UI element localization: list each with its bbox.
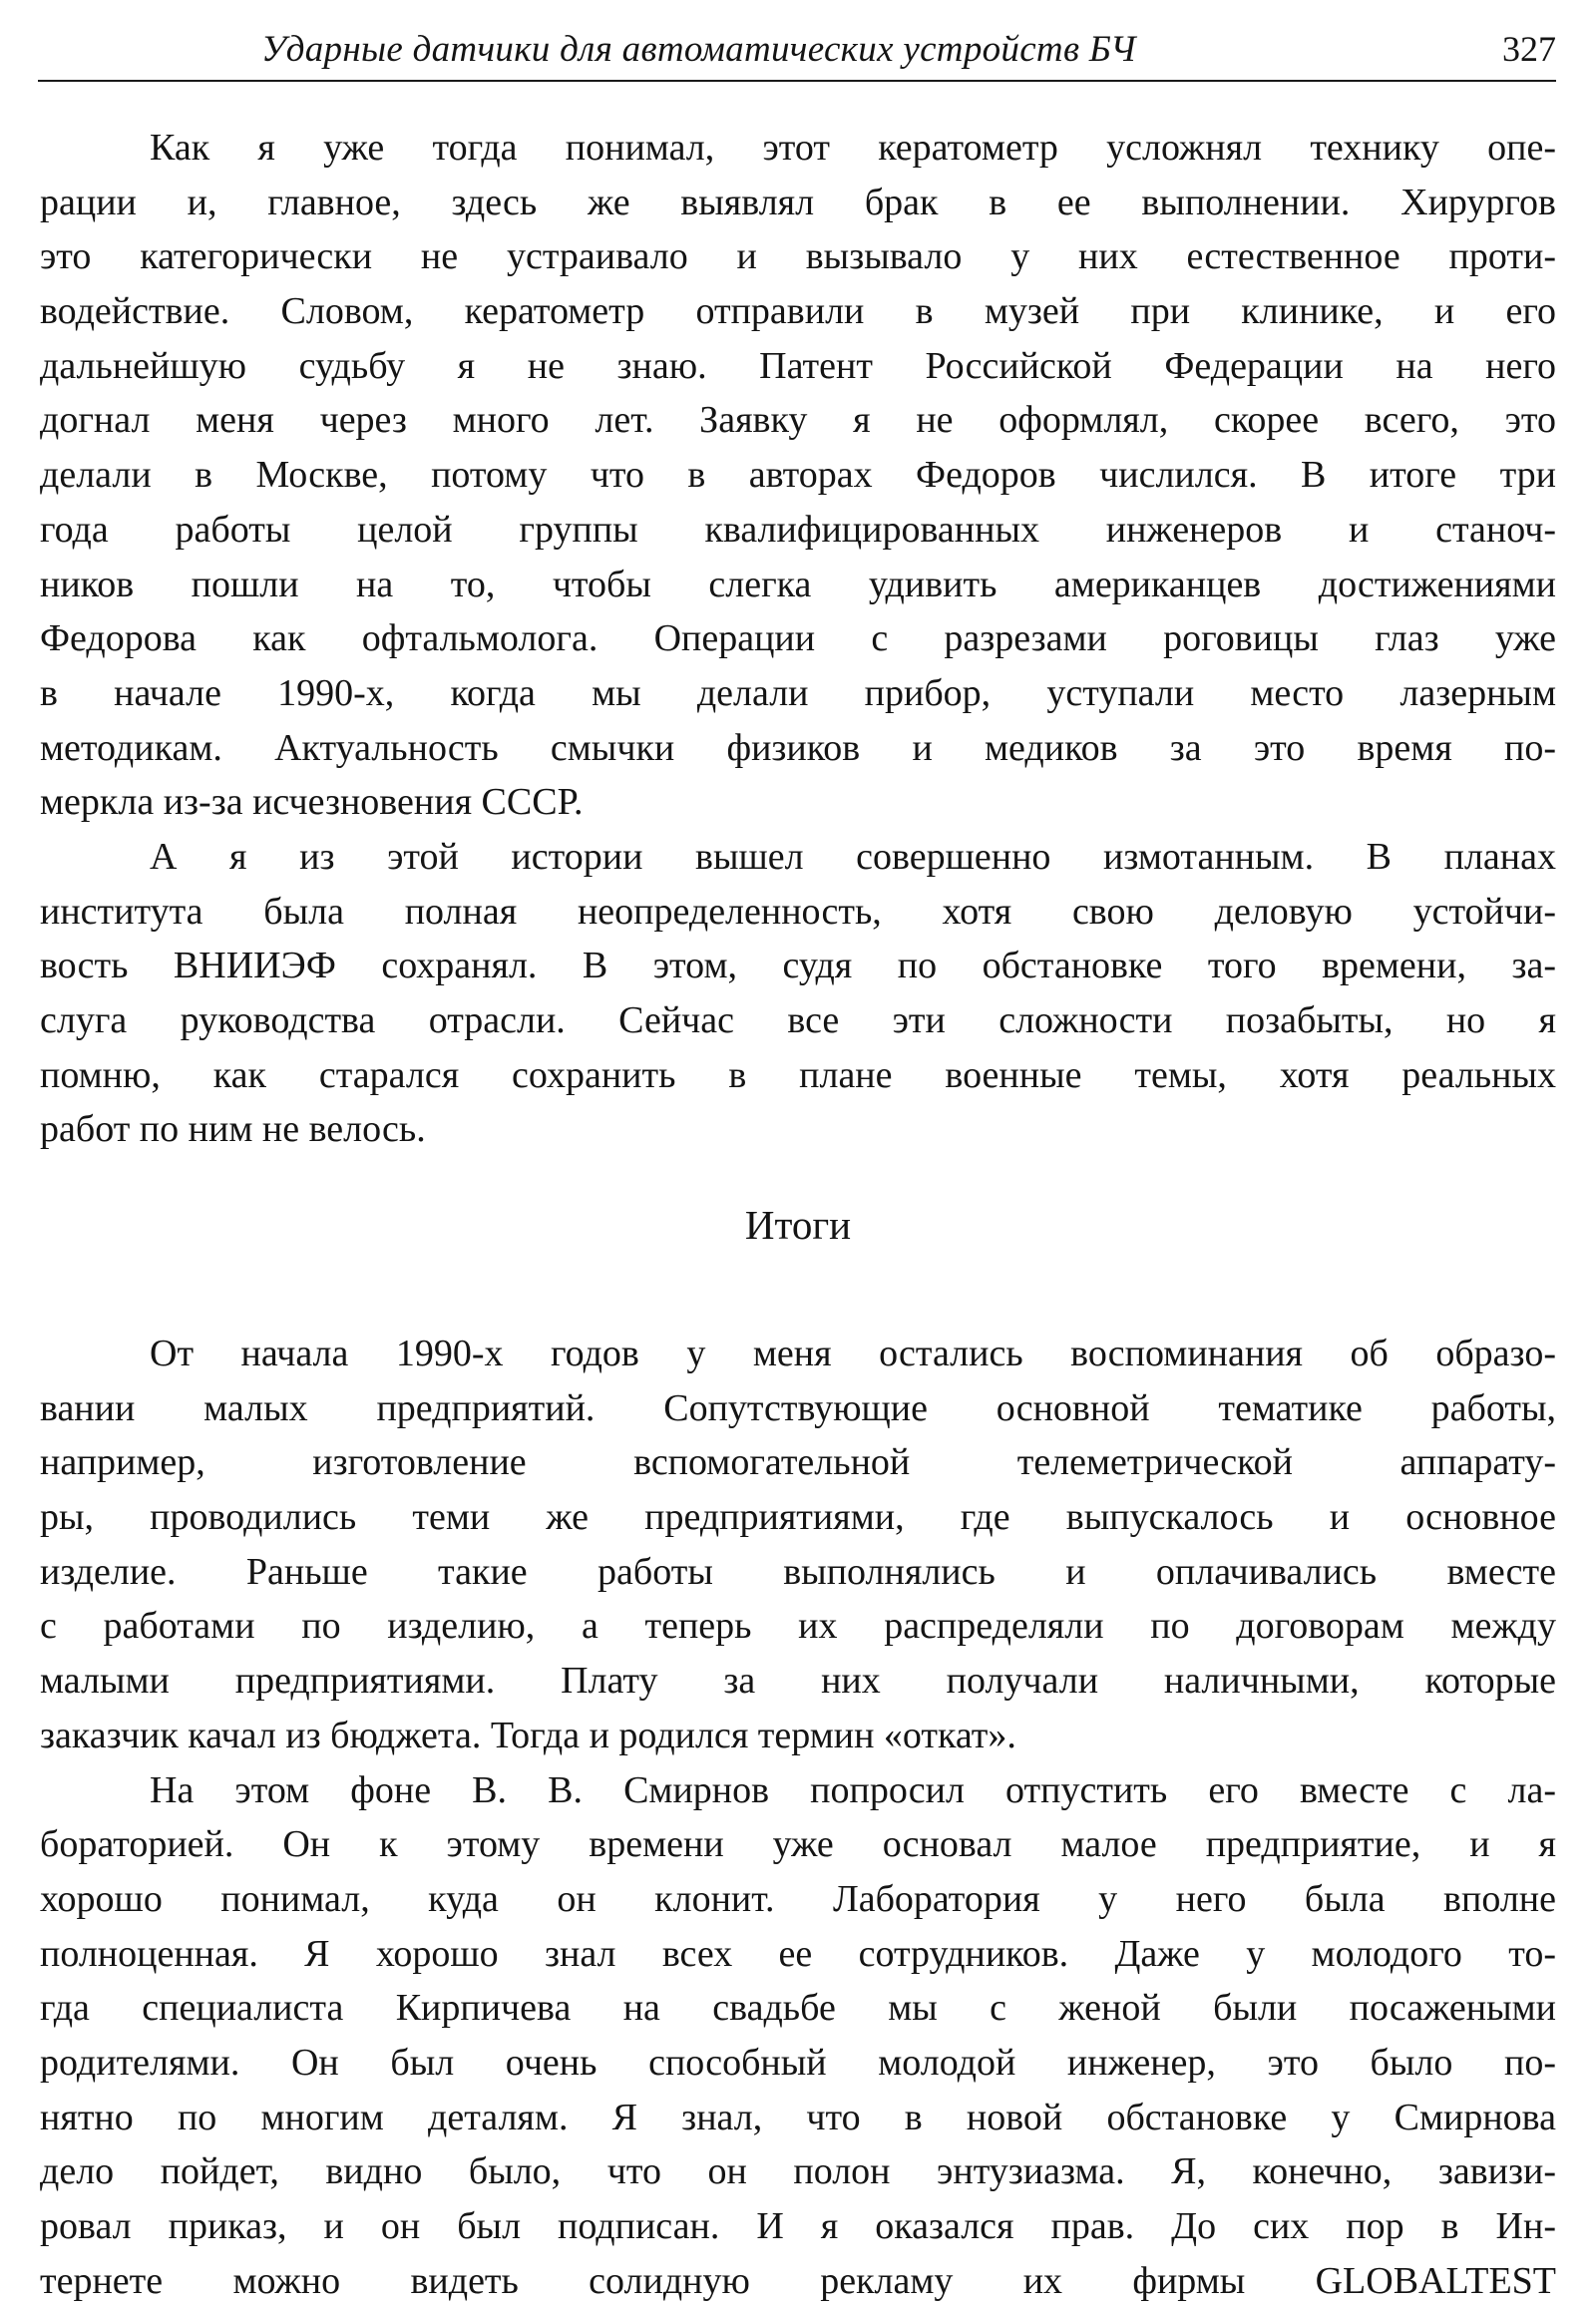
text-line: догнал меня через много лет. Заявку я не оформлял, скорее всего, это: [40, 399, 1556, 442]
text-line: От начала 1990-х годов у меня остались воспоминания об образо-: [150, 1333, 1556, 1374]
text-line: вании малых предприятий. Сопутствующие основной тематике работы,: [40, 1386, 1556, 1429]
text-line: института была полная неопределенность, хотя свою деловую устойчи-: [40, 890, 1556, 933]
text-line: ников пошли на то, чтобы слегка удивить американцев достижениями: [40, 563, 1556, 605]
text-line: Федорова как офтальмолога. Операции с разрезами роговицы глаз уже: [40, 617, 1556, 660]
text-line: полноценная. Я хорошо знал всех ее сотрудников. Даже у молодого то-: [40, 1932, 1556, 1975]
text-block-keratometer: [40, 121, 1556, 1157]
text-line: заказчик качал из бюджета. Тогда и родился термин «откат».: [40, 1714, 1016, 1756]
text-line: дальнейшую судьбу я не знаю. Патент Российской Федерации на него: [40, 344, 1556, 387]
text-line: рации и, главное, здесь же выявлял брак в ее выполнении. Хирургов: [40, 181, 1556, 223]
text-line: делали в Москве, потому что в авторах Федоров числился. В итоге три: [40, 454, 1556, 497]
text-line: нятно по многим деталям. Я знал, что в новой обстановке у Смирнова: [40, 2096, 1556, 2138]
text-line: На этом фоне В. В. Смирнов попросил отпустить его вместе с ла-: [150, 1768, 1556, 1811]
text-line: слуга руководства отрасли. Сейчас все эти сложности позабыты, но я: [40, 999, 1556, 1041]
text-line: Как я уже тогда понимал, этот кератометр усложнял технику опе-: [150, 127, 1556, 169]
running-title: Ударные датчики для автоматических устройств БЧ: [261, 29, 1136, 70]
text-line: в начале 1990-х, когда мы делали прибор, уступали место лазерным: [40, 671, 1556, 714]
text-line: родителями. Он был очень способный молодой инженер, это было по-: [40, 2041, 1556, 2084]
text-line: вость ВНИИЭФ сохранял. В этом, судя по обстановке того времени, за-: [40, 945, 1556, 987]
text-line: дело пойдет, видно было, что он полон энтузиазма. Я, конечно, завизи-: [40, 2150, 1556, 2193]
text-block-summary: [40, 1327, 1556, 2308]
text-line: методикам. Актуальность смычки физиков и медиков за это время по-: [40, 726, 1556, 769]
text-line: например, изготовление вспомогательной телеметрической аппарату-: [40, 1441, 1556, 1484]
text-line: хорошо понимал, куда он клонит. Лаборатория у него была вполне: [40, 1877, 1556, 1920]
text-line: с работами по изделию, а теперь их распределяли по договорам между: [40, 1605, 1556, 1648]
text-line: бораторией. Он к этому времени уже основал малое предприятие, и я: [40, 1823, 1556, 1866]
page-number: 327: [1502, 29, 1556, 69]
text-line: водействие. Словом, кератометр отправили в музей при клинике, и его: [40, 290, 1556, 333]
header-rule: [38, 80, 1556, 82]
text-line: изделие. Раньше такие работы выполнялись и оплачивались вместе: [40, 1550, 1556, 1593]
text-line: малыми предприятиями. Плату за них получали наличными, которые: [40, 1660, 1556, 1703]
text-line: гда специалиста Кирпичева на свадьбе мы с женой были посажеными: [40, 1987, 1556, 2030]
text-line: А я из этой истории вышел совершенно измотанным. В планах: [150, 835, 1556, 878]
running-head: [40, 22, 1556, 76]
text-line: работ по ним не велось.: [40, 1108, 426, 1151]
text-line: ровал приказ, и он был подписан. И я оказался прав. До сих пор в Ин-: [40, 2205, 1556, 2247]
text-line: помню, как старался сохранить в плане военные темы, хотя реальных: [40, 1053, 1556, 1096]
text-line: тернете можно видеть солидную рекламу их фирмы GLOBALTEST: [40, 2259, 1556, 2302]
section-heading: Итоги: [744, 1202, 852, 1248]
text-line: это категорически не устраивало и вызывало у них естественное проти-: [40, 235, 1556, 278]
text-line: меркла из-за исчезновения СССР.: [40, 781, 584, 824]
text-line: года работы целой группы квалифицированных инженеров и станоч-: [40, 508, 1556, 551]
text-line: ры, проводились теми же предприятиями, где выпускалось и основное: [40, 1496, 1556, 1539]
